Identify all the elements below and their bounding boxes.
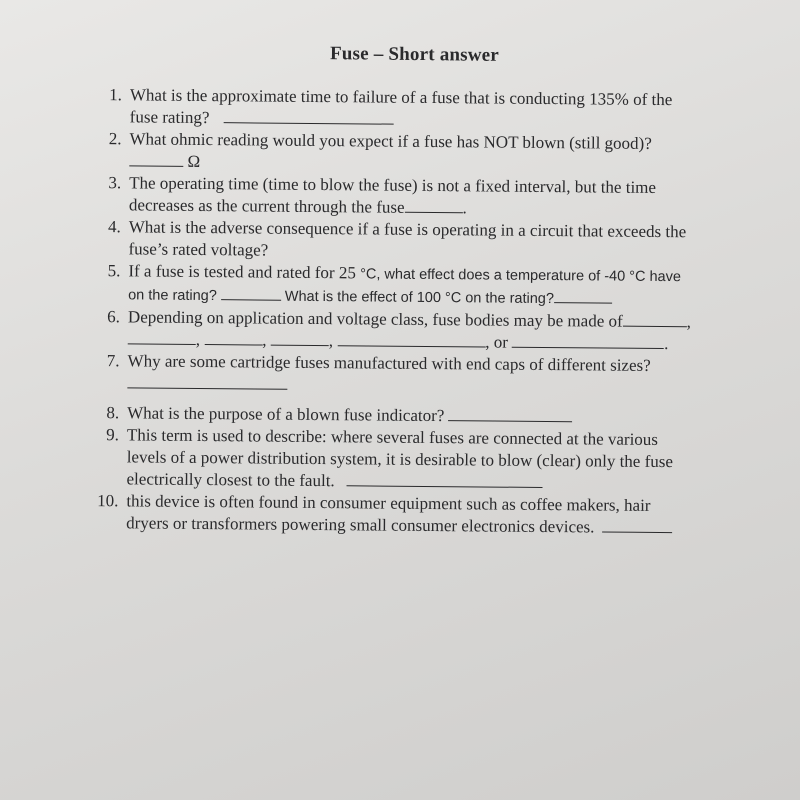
question-text: levels of a power distribution system, it is desirable to blow (clear) only the fuse: [126, 447, 674, 472]
page-title: Fuse – Short answer: [329, 43, 500, 66]
question-number: 6.: [107, 307, 121, 327]
question-9: [84, 424, 745, 496]
question-text: Why are some cartridge fuses manufactured with end caps of different sizes?: [127, 351, 651, 375]
question-text: What is the adverse consequence if a fuse is operating in a circuit that exceeds the: [128, 217, 687, 242]
punctuation: .: [664, 334, 669, 354]
punctuation: ,: [328, 331, 334, 351]
question-10: [84, 490, 744, 540]
question-text: What is the purpose of a blown fuse indicator?: [127, 403, 445, 426]
question-number: 10.: [97, 491, 119, 511]
question-text: This term is used to describe: where several fuses are connected at the various: [126, 425, 659, 449]
question-text: If a fuse is tested and rated for 25: [128, 261, 356, 283]
question-list: [84, 84, 748, 540]
question-number: 5.: [107, 261, 121, 281]
punctuation: .: [462, 198, 467, 218]
question-1: [88, 84, 748, 134]
answer-blank[interactable]: [448, 405, 572, 422]
answer-blank[interactable]: [347, 470, 543, 488]
punctuation: , or: [485, 332, 509, 352]
question-text: this device is often found in consumer equipment such as coffee makers, hair: [126, 491, 651, 515]
punctuation: ,: [262, 330, 267, 350]
question-number: 9.: [106, 425, 120, 445]
question-number: 3.: [108, 173, 122, 193]
answer-blank[interactable]: [554, 287, 612, 304]
question-text: decreases as the current through the fuse: [128, 195, 405, 217]
answer-blank[interactable]: [224, 107, 394, 124]
question-text: The operating time (time to blow the fuse) is not a fixed interval, but the time: [129, 173, 657, 197]
question-number: 1.: [109, 85, 122, 105]
answer-blank[interactable]: [129, 150, 183, 166]
question-number: 2.: [108, 129, 122, 149]
answer-blank[interactable]: [405, 197, 463, 214]
question-3: [87, 172, 747, 222]
question-text: fuse rating?: [129, 107, 210, 128]
question-text: What is the approximate time to failure of a fuse that is conducting 135% of the: [129, 85, 673, 110]
punctuation: ,: [686, 312, 692, 332]
answer-blank[interactable]: [204, 329, 262, 346]
question-number: 7.: [106, 351, 120, 371]
question-text: electrically closest to the fault.: [126, 469, 335, 491]
question-2: [87, 128, 747, 178]
question-text: °C, what effect does a temperature of -40 °C have: [360, 266, 682, 286]
question-6: [86, 306, 746, 356]
question-number: 8.: [106, 403, 120, 423]
question-text: What is the effect of 100 °C on the rating?: [284, 288, 555, 308]
answer-blank[interactable]: [512, 332, 664, 349]
question-text: fuse’s rated voltage?: [128, 239, 269, 260]
question-text: on the rating?: [128, 287, 217, 305]
answer-blank[interactable]: [337, 330, 485, 347]
answer-blank[interactable]: [221, 284, 281, 301]
question-text: Depending on application and voltage class, fuse bodies may be made of: [127, 307, 623, 331]
answer-blank[interactable]: [602, 517, 672, 534]
answer-blank[interactable]: [128, 328, 196, 345]
ohm-unit: Ω: [187, 151, 201, 171]
question-text: dryers or transformers powering small consumer electronics devices.: [126, 513, 595, 537]
answer-blank[interactable]: [271, 330, 329, 347]
question-5: [86, 260, 746, 312]
question-text: What ohmic reading would you expect if a fuse has NOT blown (still good)?: [129, 129, 652, 153]
question-4: [86, 216, 746, 266]
question-7: [85, 350, 745, 400]
answer-blank[interactable]: [127, 372, 287, 389]
answer-blank[interactable]: [623, 311, 687, 328]
question-number: 4.: [107, 217, 121, 237]
punctuation: ,: [195, 329, 201, 349]
